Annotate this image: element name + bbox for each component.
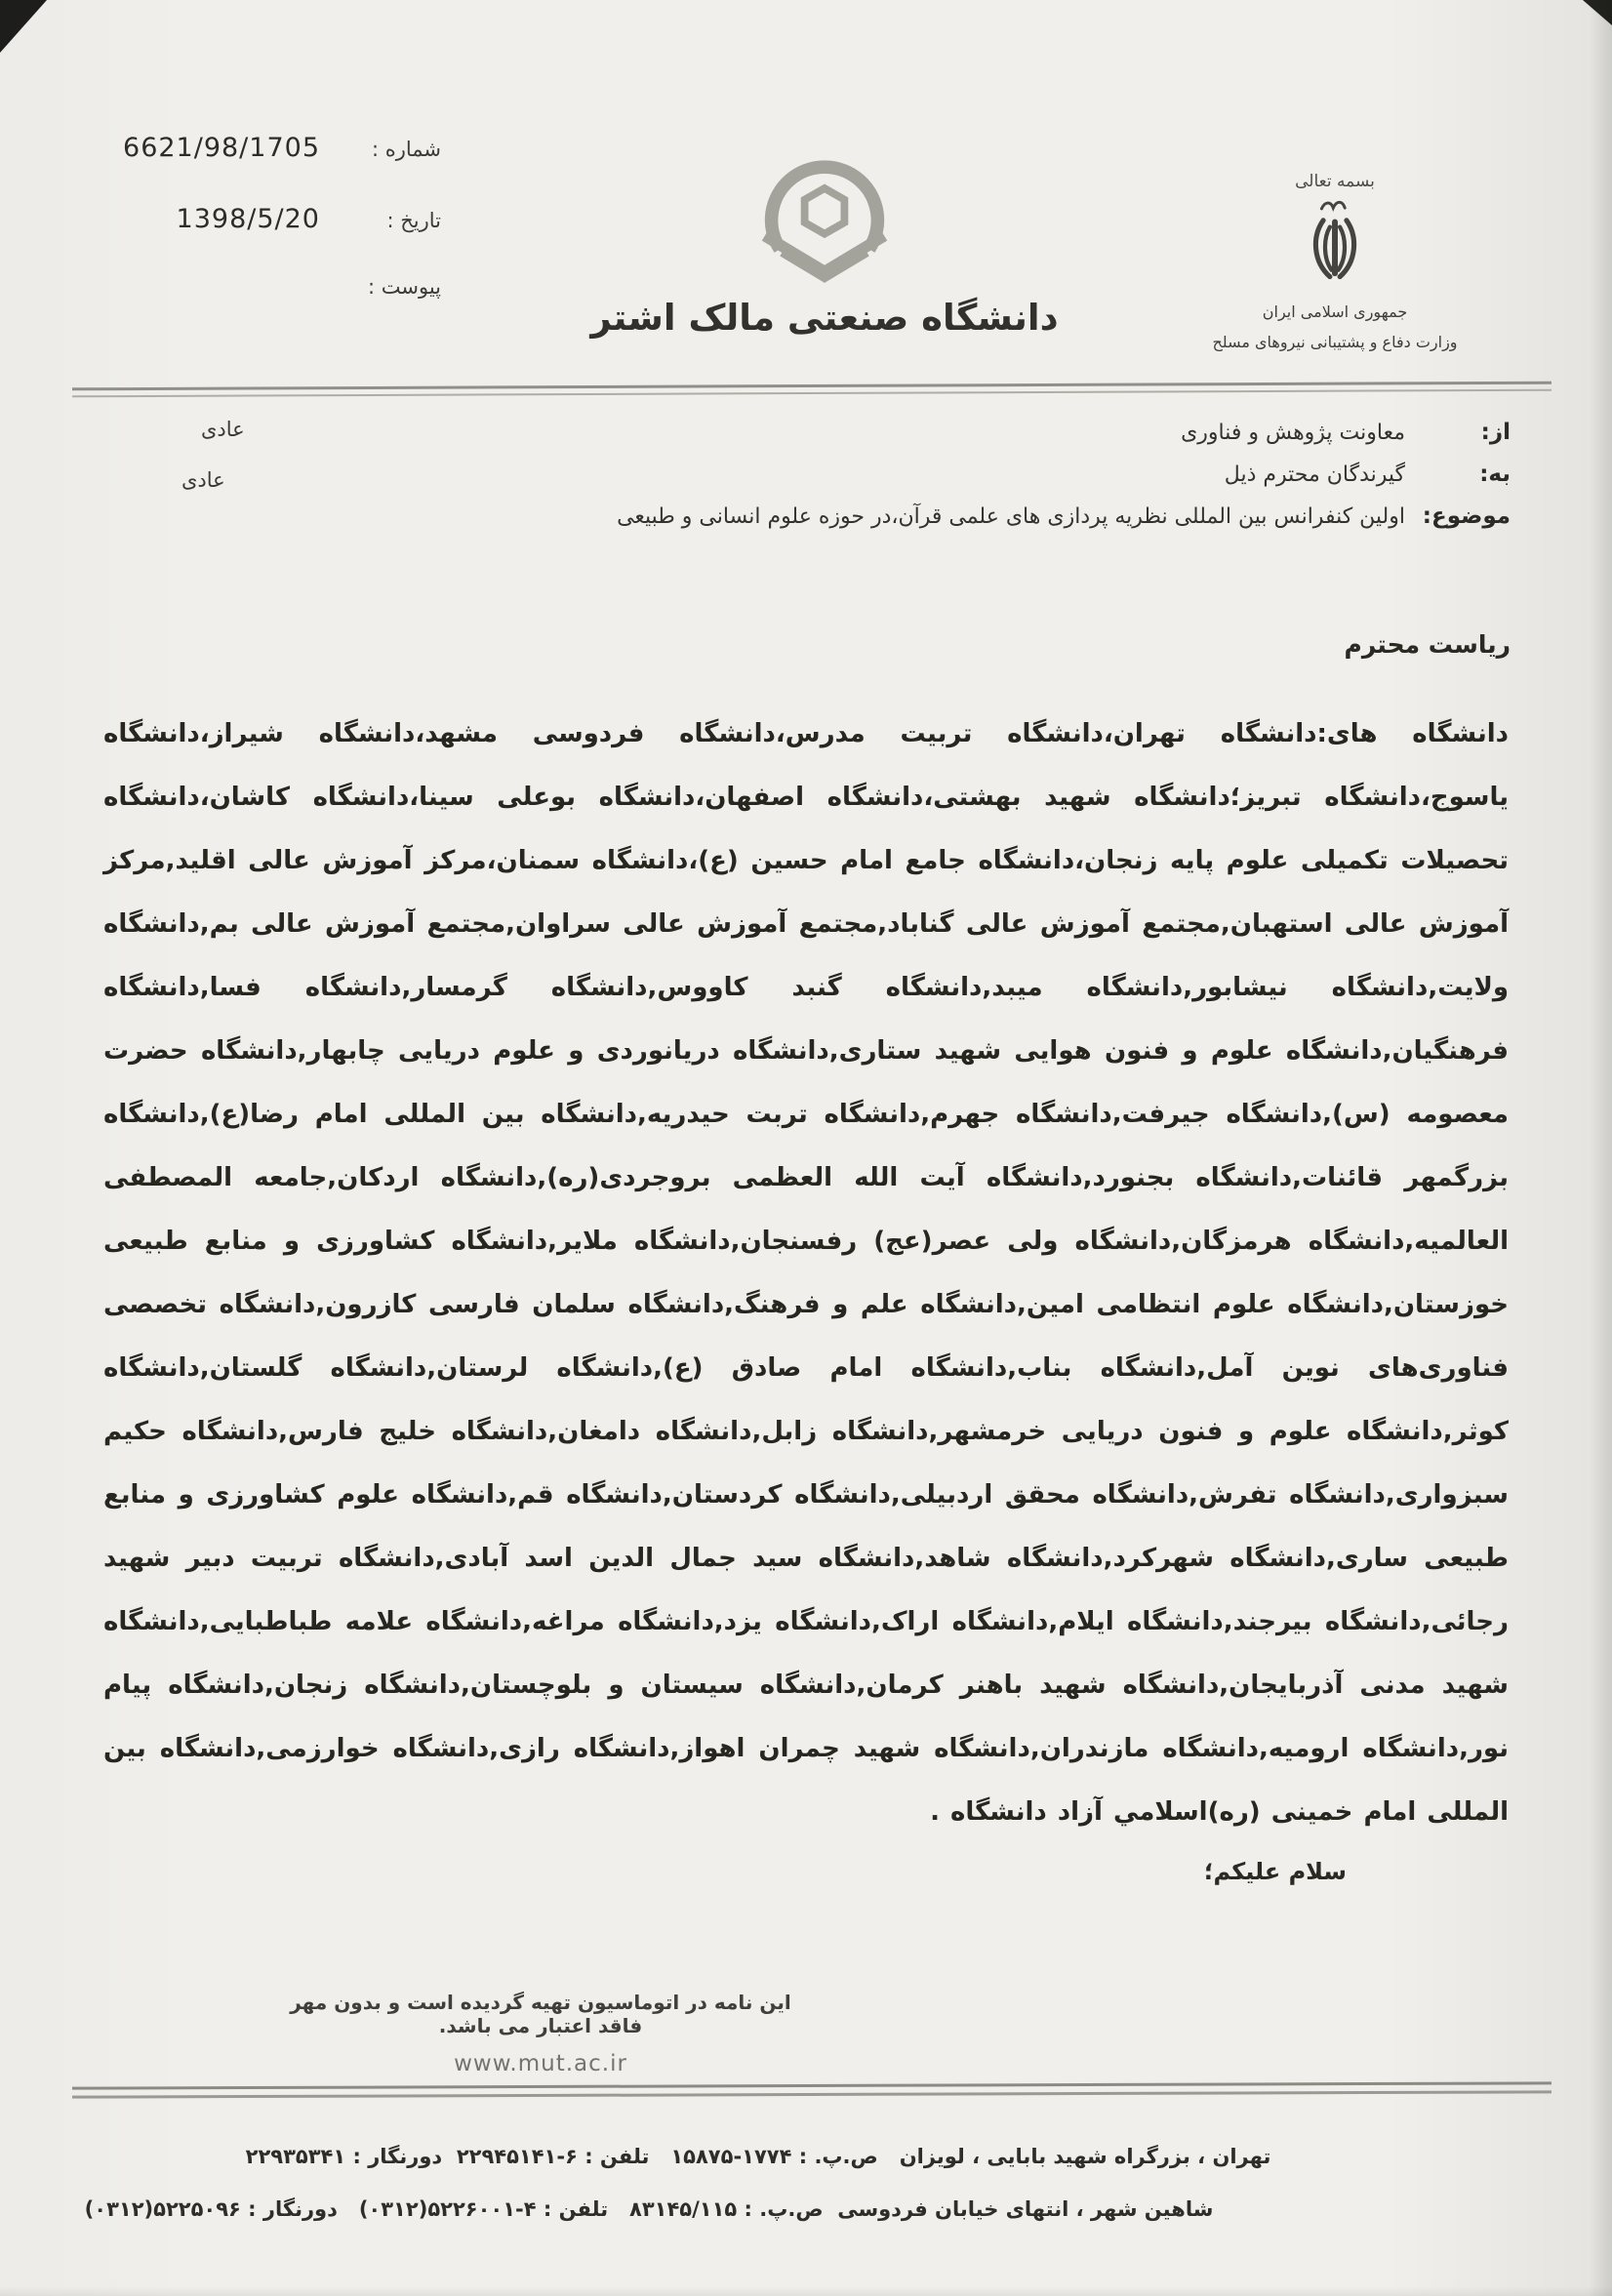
address-tehran: تهران ، بزرگراه شهید بابایی ، لویزان ص.پ. : ۱۷۷۴-۱۵۸۷۵ تلفن : ۶-۲۲۹۴۵۱۴۱ دورنگار : ۲۲۹۳۵۳۴۱ — [245, 2145, 1271, 2168]
greeting: سلام علیکم؛ — [1203, 1858, 1347, 1885]
body-paragraph: دانشگاه های:دانشگاه تهران،دانشگاه تربیت مدرس،دانشگاه فردوسی مشهد،دانشگاه شیراز،دانشگاه یاسوج،دانشگاه تبریز؛دانشگاه شهید بهشتی،دانشگاه اصفهان،دانشگاه بوعلی سینا،دانشگاه کاشان،دانشگاه تحصیلات تکمیلی علوم پایه زنجان،دانشگاه جامع امام حسین (ع)،دانشگاه سمنان،مرکز آموزش عالی اقلید,مرکز آموزش عالی استهبان,مجتمع آموزش عالی گناباد,مجتمع آموزش عالی سراوان,مجتمع آموزش عالی بم,دانشگاه ولایت,دانشگاه نیشابور,دانشگاه میبد,دانشگاه گنبد کاووس,دانشگاه گرمسار,دانشگاه فسا,دانشگاه فرهنگیان,دانشگاه علوم و فنون هوایی شهید ستاری,دانشگاه دریانوردی و علوم دریایی چابهار,دانشگاه حضرت معصومه (س),دانشگاه جیرفت,دانشگاه جهرم,دانشگاه تربت حیدریه,دانشگاه بین المللی امام رضا(ع),دانشگاه بزرگمهر قائنات,دانشگاه بجنورد,دانشگاه آیت الله العظمی بروجردی(ره),دانشگاه اردکان,جامعه المصطفی العالمیه,دانشگاه هرمزگان,دانشگاه ولی عصر(عج) رفسنجان,دانشگاه ملایر,دانشگاه کشاورزی و منابع طبیعی خوزستان,دانشگاه علوم انتظامی امین,دانشگاه علم و فرهنگ,دانشگاه سلمان فارسی کازرون,دانشگاه تخصصی فناوری‌های نوین آمل,دانشگاه بناب,دانشگاه امام صادق (ع),دانشگاه لرستان,دانشگاه گلستان,دانشگاه کوثر,دانشگاه علوم و فنون دریایی خرمشهر,دانشگاه زابل,دانشگاه دامغان,دانشگاه خلیج فارس,دانشگاه حکیم سبزواری,دانشگاه تفرش,دانشگاه محقق اردبیلی,دانشگاه کردستان,دانشگاه قم,دانشگاه علوم کشاورزی و منابع طبیعی ساری,دانشگاه شهرکرد,دانشگاه شاهد,دانشگاه سید جمال الدین اسد آبادی,دانشگاه تربیت دبیر شهید رجائی,دانشگاه بیرجند,دانشگاه ایلام,دانشگاه اراک,دانشگاه یزد,دانشگاه مراغه,دانشگاه علامه طباطبایی,دانشگاه شهید مدنی آذربایجان,دانشگاه شهید باهنر کرمان,دانشگاه سیستان و بلوچستان,دانشگاه زنجان,دانشگاه پیام نور,دانشگاه ارومیه,دانشگاه مازندران,دانشگاه شهید چمران اهواز,دانشگاه رازی,دانشگاه خوارزمی,دانشگاه بین المللی امام خمینی (ره)اسلامي آزاد دانشگاه . — [103, 719, 1509, 1827]
subject-row — [398, 504, 1511, 529]
reference-number-value: 6621/98/1705 — [123, 133, 320, 163]
bismillah-text: بسمه تعالی — [1295, 172, 1375, 191]
reference-number-row — [100, 133, 441, 163]
from-row — [398, 420, 1511, 445]
automation-note: این نامه در اتوماسیون تهیه گردیده است و بدون مهر فاقد اعتبار می باشد. — [290, 1991, 791, 2037]
university-logo-icon — [743, 274, 907, 293]
to-row — [398, 462, 1511, 487]
salutation: ریاست محترم — [1344, 630, 1511, 659]
reference-number-label: شماره : — [371, 138, 441, 161]
scan-artifact-bottom-edge — [0, 2286, 1612, 2296]
date-label: تاریخ : — [386, 209, 441, 232]
address-shahinshahr: شاهین شهر ، انتهای خیابان فردوسی ص.پ. : ۸۳۱۴۵/۱۱۵ تلفن : ۴-۵۲۲۶۰۰۱(۰۳۱۲) دورنگار : ۵۲۲۵۰۹۶(۰۳۱۲) — [84, 2197, 1214, 2221]
government-letterhead — [1192, 172, 1477, 351]
subject-value: اولین کنفرانس بین المللی نظریه پردازی های علمی قرآن،در حوزه علوم انسانی و طبیعی — [617, 504, 1405, 529]
iran-emblem-icon — [1290, 282, 1380, 301]
date-row — [100, 204, 441, 234]
letter-meta — [398, 420, 1511, 545]
to-value: گیرندگان محترم ذیل — [1224, 463, 1405, 487]
from-label: از: — [1480, 420, 1511, 445]
scan-artifact-corner-top-left — [0, 0, 47, 53]
attachment-row — [100, 275, 441, 299]
from-value: معاونت پژوهش و فناوری — [1181, 421, 1405, 445]
footer-note-block — [277, 1991, 804, 2076]
priority-badge-bottom: عادی — [181, 468, 225, 492]
country-name: جمهوری اسلامی ایران — [1262, 302, 1408, 321]
date-value: 1398/5/20 — [176, 204, 320, 234]
footer-divider — [72, 2081, 1552, 2098]
attachment-label: پیوست : — [368, 275, 441, 299]
header-divider — [72, 382, 1552, 398]
to-label: به: — [1479, 462, 1511, 487]
university-letterhead — [581, 156, 1068, 339]
scan-artifact-right-edge — [1589, 0, 1612, 2296]
ministry-name: وزارت دفاع و پشتیبانی نیروهای مسلح — [1212, 333, 1458, 351]
subject-label: موضوع: — [1422, 504, 1511, 529]
reference-block — [100, 133, 441, 340]
website-url: www.mut.ac.ir — [454, 2051, 627, 2076]
university-name: دانشگاه صنعتی مالک اشتر — [590, 297, 1059, 339]
priority-badge-top: عادی — [201, 418, 245, 441]
